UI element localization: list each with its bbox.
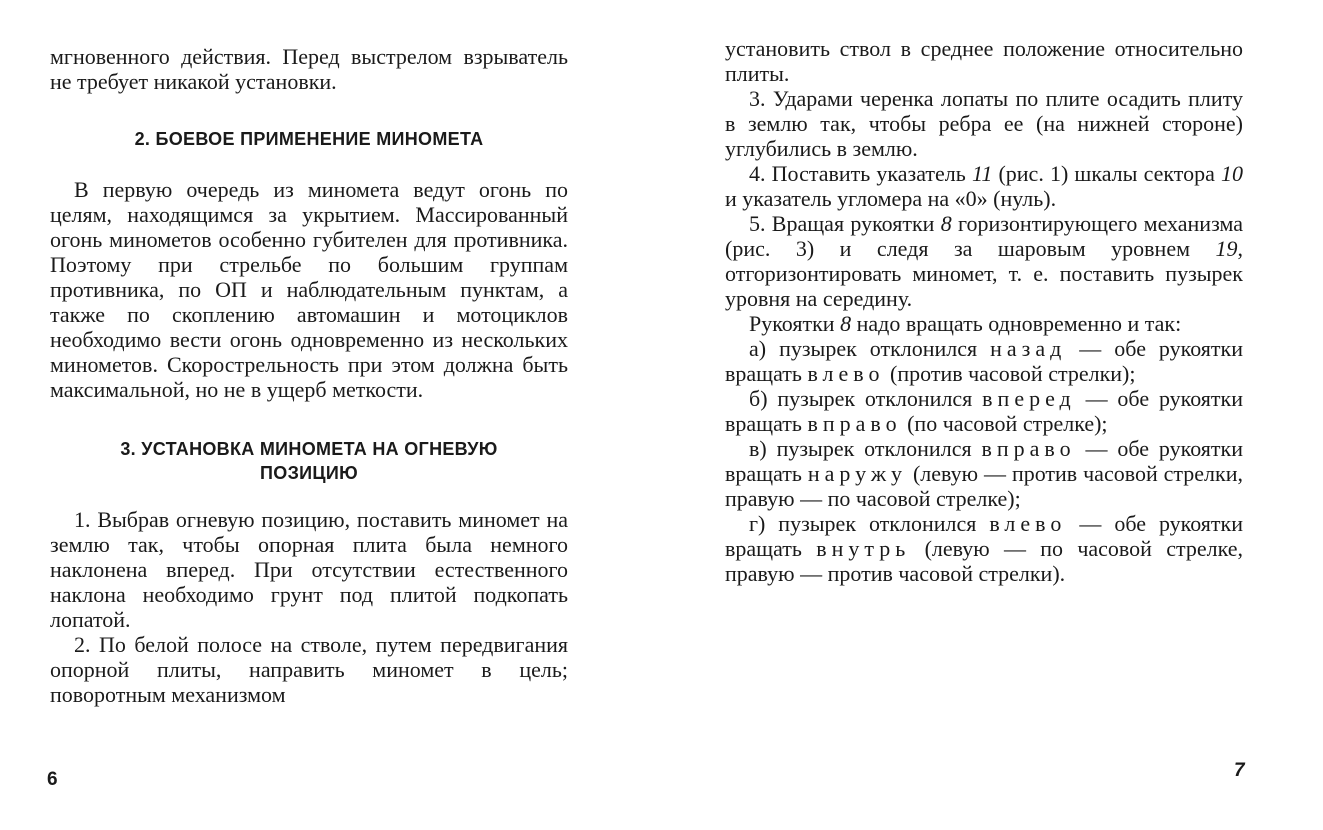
section-heading-2: 2. БОЕВОЕ ПРИМЕНЕНИЕ МИНОМЕТА bbox=[134, 129, 484, 149]
paragraph-combat-use: В первую очередь из миномета ведут огонь по целям, находящимся за укрытием. Массированный огонь минометов особенно губителен для противника. Поэтому при стрельбе по большим группам противника, по ОП и наблюдательным пунктам, а также по скоплению автомашин и мотоциклов необходимо вести огонь одновременно из нескольких минометов. Скорострельность при этом должна быть максимальной, но не в ущерб меткости. bbox=[50, 177, 568, 402]
section-heading-3-line1: 3. УСТАНОВКА МИНОМЕТА НА ОГНЕВУЮ bbox=[120, 439, 498, 459]
spaced-word: наружу bbox=[807, 461, 908, 486]
page-number-left: 6 bbox=[47, 769, 58, 790]
spaced-word: влево bbox=[989, 511, 1067, 536]
paragraph-step-4: 4. Поставить указатель 11 (рис. 1) шкалы сектора 10 и указатель угломера на «0» (нуль). bbox=[725, 161, 1243, 211]
ref-number: 8 bbox=[940, 211, 952, 236]
right-page-text bbox=[725, 36, 1243, 586]
ref-number: 8 bbox=[840, 311, 852, 336]
section-heading-3-line2: ПОЗИЦИЮ bbox=[260, 463, 358, 483]
paragraph-step-5: 5. Вращая рукоятки 8 горизонтирующего механизма (рис. 3) и следя за шаровым уровнем 19, отгоризонтировать миномет, т. е. поставить пузырек уровня на середину. bbox=[725, 211, 1243, 311]
right-page bbox=[662, 0, 1323, 830]
ref-number: 10 bbox=[1220, 161, 1243, 186]
ref-number: 11 bbox=[971, 161, 993, 186]
spaced-word: вправо bbox=[981, 436, 1076, 461]
spaced-word: вперед bbox=[982, 386, 1076, 411]
spaced-word: назад bbox=[990, 336, 1067, 361]
paragraph-handles: Рукоятки 8 надо вращать одновременно и так: bbox=[749, 311, 1182, 336]
spaced-word: внутрь bbox=[816, 536, 911, 561]
paragraph-continuation: мгновенного действия. Перед выстрелом взрыватель не требует никакой установки. bbox=[50, 44, 568, 94]
spaced-word: вправо bbox=[807, 411, 902, 436]
list-item-g: г) пузырек отклонился влево — обе рукоятки вращать внутрь (левую — по часовой стрелке, правую — против часовой стрелки). bbox=[725, 511, 1243, 586]
paragraph-continuation-right: установить ствол в среднее положение относительно плиты. bbox=[725, 36, 1243, 86]
paragraph-step-3: 3. Ударами черенка лопаты по плите осадить плиту в землю так, чтобы ребра ее (на нижней стороне) углубились в землю. bbox=[725, 86, 1243, 161]
list-item-b: б) пузырек отклонился вперед — обе рукоятки вращать вправо (по часовой стрелке); bbox=[725, 386, 1243, 436]
list-item-a: а) пузырек отклонился назад — обе рукоятки вращать влево (против часовой стрелки); bbox=[725, 336, 1243, 386]
list-item-v: в) пузырек отклонился вправо — обе рукоятки вращать наружу (левую — против часовой стрелки, правую — по часовой стрелке); bbox=[725, 436, 1243, 511]
left-page-text bbox=[50, 44, 568, 707]
ref-number: 19 bbox=[1215, 236, 1238, 261]
section-heading-3 bbox=[50, 437, 568, 485]
page-number-right: 7 bbox=[1234, 760, 1245, 781]
paragraph-step-1: 1. Выбрав огневую позицию, поставить миномет на землю так, чтобы опорная плита была немного наклонена вперед. При отсутствии естественного наклона необходимо грунт под плитой подкопать лопатой. bbox=[50, 507, 568, 632]
spaced-word: влево bbox=[807, 361, 885, 386]
paragraph-step-2: 2. По белой полосе на стволе, путем передвигания опорной плиты, направить миномет в цель; поворотным механизмом bbox=[50, 632, 568, 707]
